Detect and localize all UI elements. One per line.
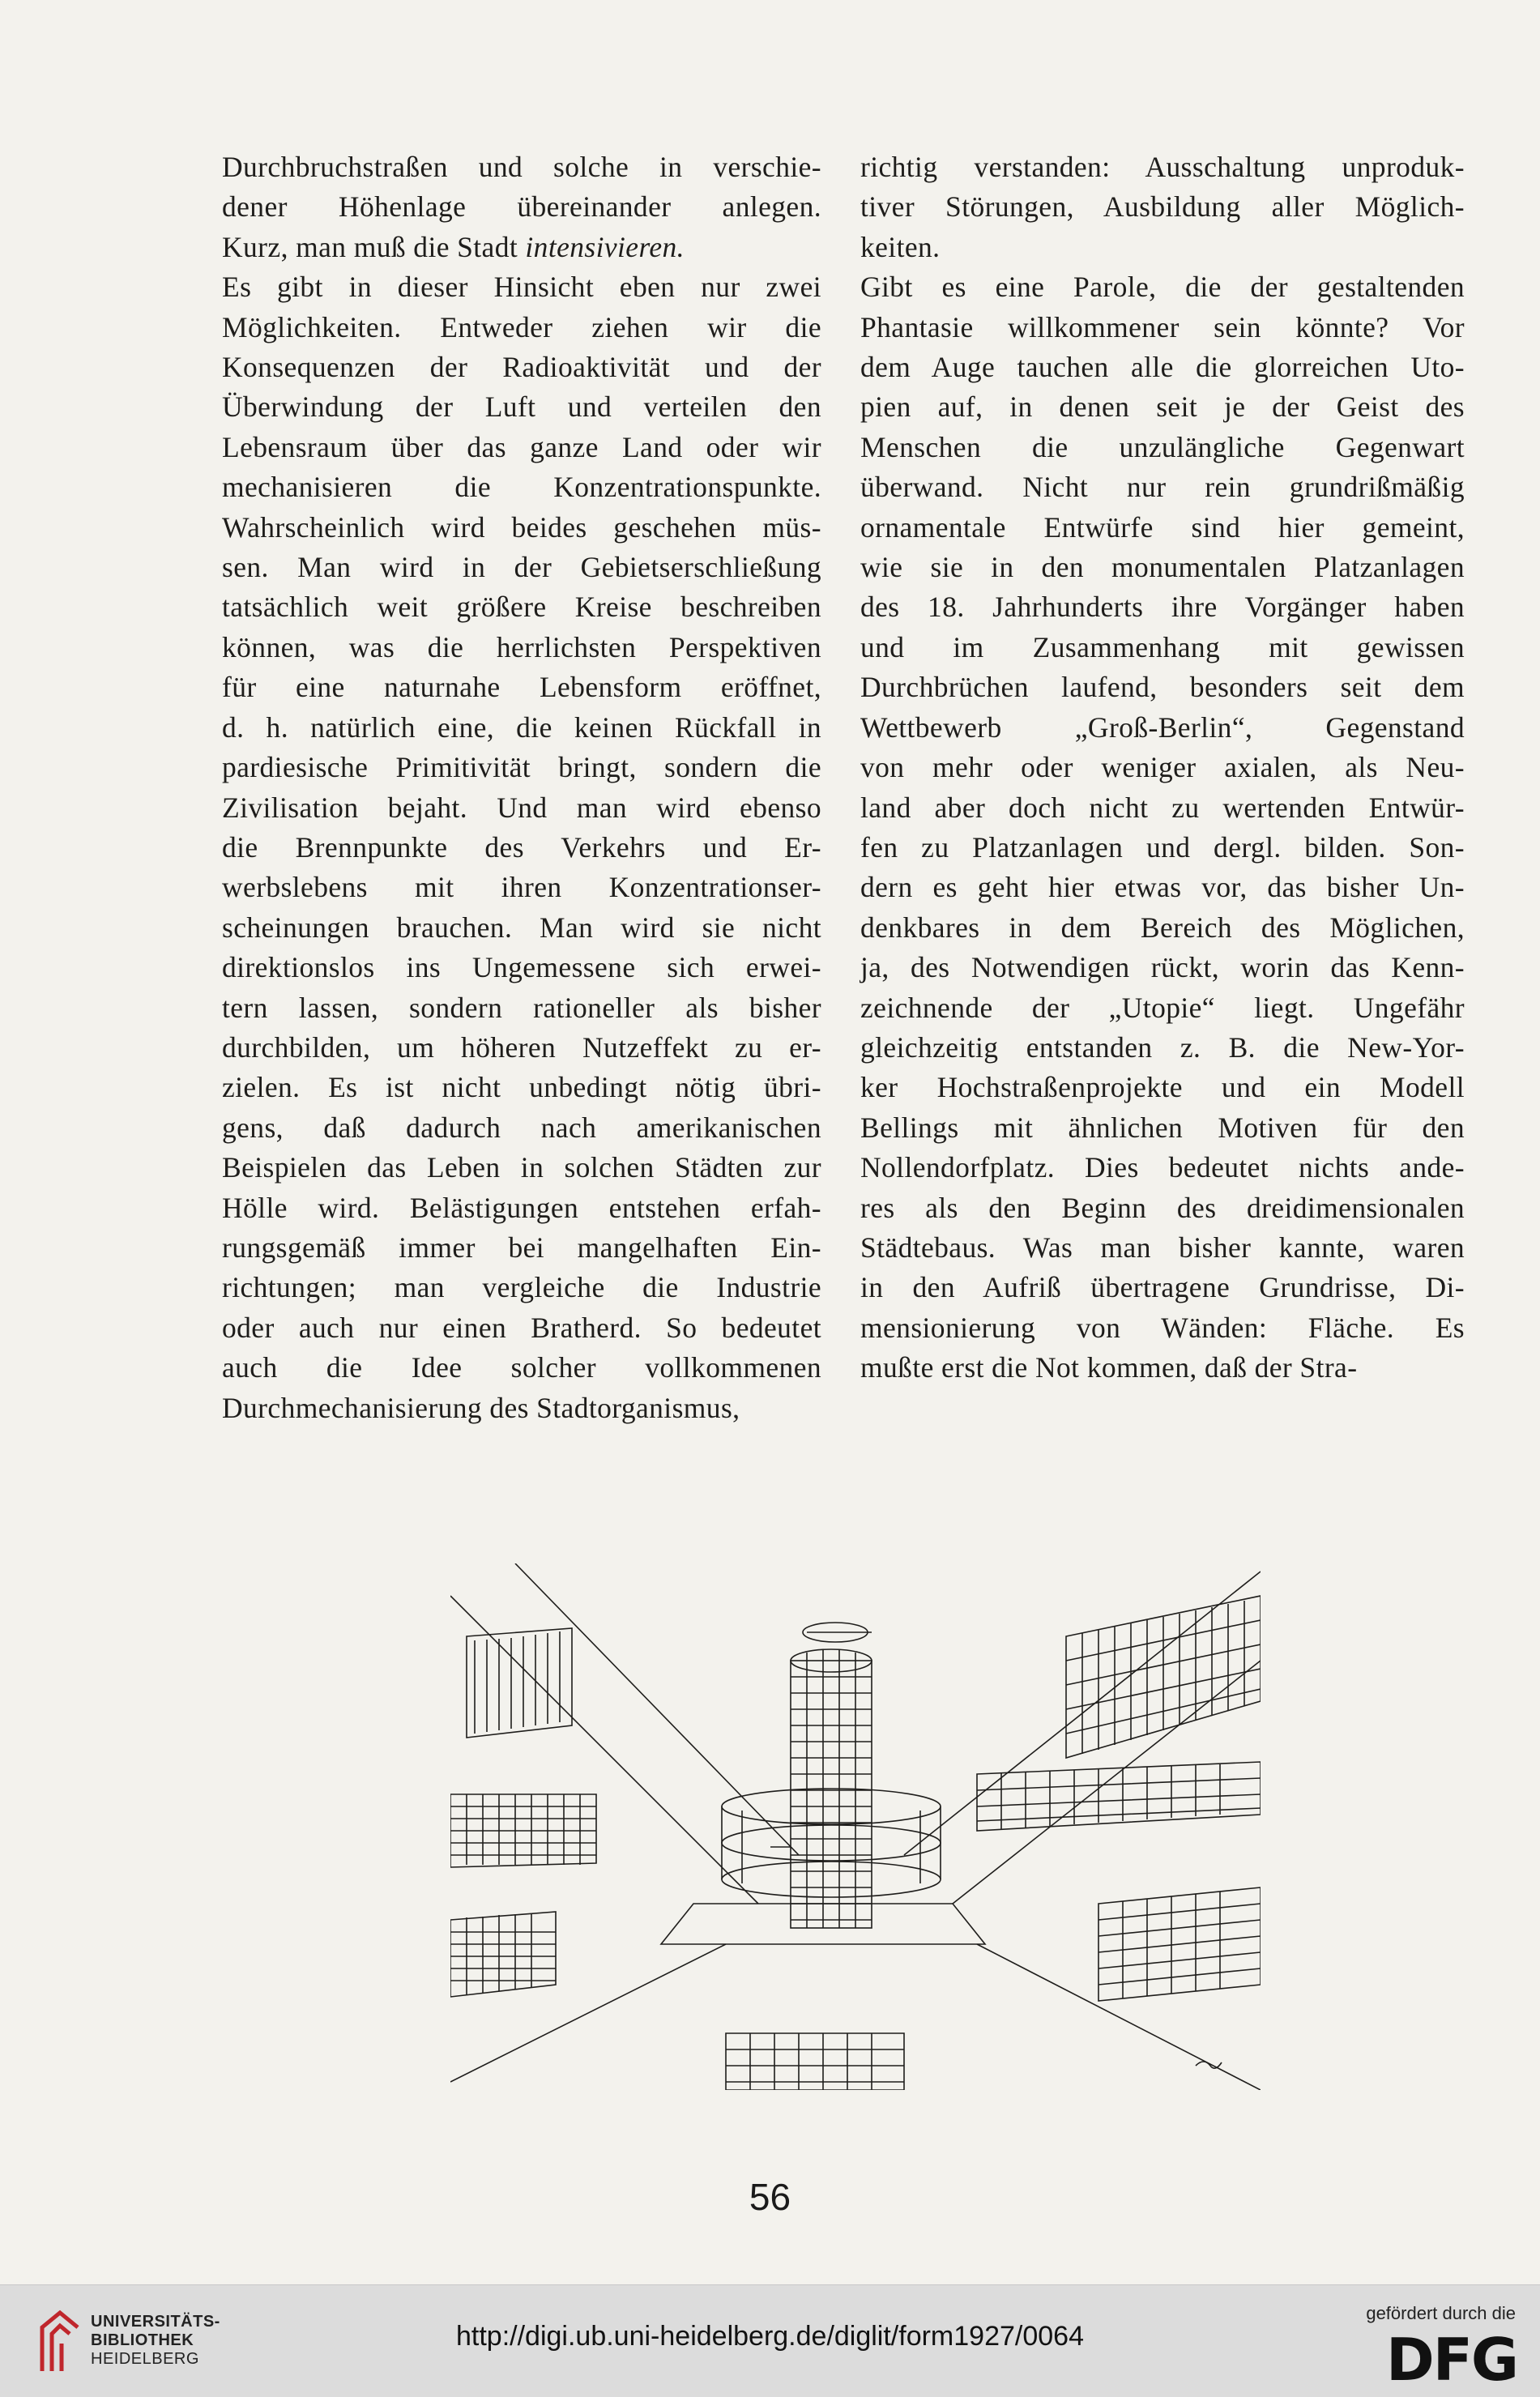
text-line: denkbares in dem Bereich des Möglichen, (860, 911, 1465, 944)
text-line: richtig verstanden: Ausschaltung unproduk- (860, 151, 1465, 183)
text-line: Phantasie willkommener sein könnte? Vor (860, 310, 1465, 343)
text-line: scheinungen brauchen. Man wird sie nicht (222, 911, 821, 944)
text-line: werbslebens mit ihren Konzentrationser- (222, 871, 821, 904)
text-line: Wettbewerb „Groß-Berlin“, Gegenstand (860, 710, 1465, 744)
text-line: Nollendorfplatz. Dies bedeutet nichts ande- (860, 1151, 1465, 1184)
text-line: Beispielen das Leben in solchen Städten zur (222, 1151, 821, 1184)
text-line: mensionierung von Wänden: Fläche. Es (860, 1311, 1465, 1344)
library-name-line3: HEIDELBERG (91, 2350, 199, 2368)
text-line (222, 228, 821, 267)
footer-bar (0, 2284, 1540, 2397)
emphasized-text: intensivieren. (525, 230, 685, 263)
tower-illustration (450, 1563, 1261, 2090)
text-line: mechanisieren die Konzentrationspunkte. (222, 471, 821, 504)
text-line: können, was die herrlichsten Perspektiven (222, 630, 821, 663)
text-line: Durchbrüchen laufend, besonders seit dem (860, 671, 1465, 704)
text-line: Städtebaus. Was man bisher kannte, waren (860, 1230, 1465, 1264)
text-line: land aber doch nicht zu wertenden Entwür- (860, 791, 1465, 824)
text-line: Überwindung der Luft und verteilen den (222, 390, 821, 424)
text-line: tatsächlich weit größere Kreise beschreiben (222, 591, 821, 624)
text-line: wie sie in den monumentalen Platzanlagen (860, 551, 1465, 584)
funding-caption: gefördert durch die (1366, 2303, 1516, 2323)
text-line: auch die Idee solcher vollkommenen (222, 1351, 821, 1384)
text-line: d. h. natürlich eine, die keinen Rückfall in (222, 710, 821, 744)
text-line: tern lassen, sondern rationeller als bisher (222, 991, 821, 1024)
text-line: Bellings mit ähnlichen Motiven für den (860, 1111, 1465, 1144)
text-line: Wahrscheinlich wird beides geschehen müs- (222, 510, 821, 544)
text-line: Hölle wird. Belästigungen entstehen erfah- (222, 1191, 821, 1224)
text-line: mußte erst die Not kommen, daß der Stra- (860, 1351, 1358, 1384)
text-line: Durchmechanisierung des Stadtorganismus, (222, 1391, 740, 1424)
text-line: ornamentale Entwürfe sind hier gemeint, (860, 510, 1465, 544)
text-line: pardiesische Primitivität bringt, sondern die (222, 751, 821, 784)
page-number: 56 (749, 2176, 791, 2218)
text-line: zielen. Es ist nicht unbedingt nötig übri- (222, 1071, 821, 1104)
right-text-column (860, 147, 1465, 1388)
text-line: Zivilisation bejaht. Und man wird ebenso (222, 791, 821, 824)
text-line: zeichnende der „Utopie“ liegt. Ungefähr (860, 991, 1465, 1024)
text-run: Kurz, man muß die Stadt (222, 230, 526, 263)
text-line: tiver Störungen, Ausbildung aller Möglich- (860, 190, 1465, 224)
text-line: ja, des Notwendigen rückt, worin das Kenn- (860, 951, 1465, 984)
text-line: für eine naturnahe Lebensform eröffnet, (222, 671, 821, 704)
text-line: res als den Beginn des dreidimensionalen (860, 1191, 1465, 1224)
text-line: ker Hochstraßenprojekte und ein Modell (860, 1071, 1465, 1104)
source-url-link[interactable]: http://digi.ub.uni-heidelberg.de/diglit/form1927/0064 (456, 2321, 1084, 2352)
text-line: sen. Man wird in der Gebietserschließung (222, 551, 821, 584)
text-line: und im Zusammenhang mit gewissen (860, 630, 1465, 663)
text-line: des 18. Jahrhunderts ihre Vorgänger haben (860, 591, 1465, 624)
text-line: dem Auge tauchen alle die glorreichen Uto- (860, 351, 1465, 384)
text-line: pien auf, in denen seit je der Geist des (860, 390, 1465, 424)
text-line: direktionslos ins Ungemessene sich erwei- (222, 951, 821, 984)
text-line: Durchbruchstraßen und solche in verschie- (222, 151, 821, 183)
text-line: richtungen; man vergleiche die Industrie (222, 1271, 821, 1304)
text-line: dern es geht hier etwas vor, das bisher Un- (860, 871, 1465, 904)
text-line: Konsequenzen der Radioaktivität und der (222, 351, 821, 384)
text-line: Menschen die unzulängliche Gegenwart (860, 430, 1465, 463)
library-name-line2: BIBLIOTHEK (91, 2331, 194, 2349)
text-line: die Brennpunkte des Verkehrs und Er- (222, 830, 821, 864)
dfg-logo: DFG (1385, 2326, 1517, 2394)
library-name-line1: UNIVERSITÄTS- (91, 2313, 220, 2331)
text-line: fen zu Platzanlagen und dergl. bilden. Son- (860, 830, 1465, 864)
text-line: gens, daß dadurch nach amerikanischen (222, 1111, 821, 1144)
text-line: keiten. (860, 230, 941, 263)
text-line: überwand. Nicht nur rein grundrißmäßig (860, 471, 1465, 504)
text-line: durchbilden, um höheren Nutzeffekt zu er- (222, 1030, 821, 1064)
text-line: gleichzeitig entstanden z. B. die New-Yor- (860, 1030, 1465, 1064)
text-line: rungsgemäß immer bei mangelhaften Ein- (222, 1230, 821, 1264)
text-line: von mehr oder weniger axialen, als Neu- (860, 751, 1465, 784)
text-line: Gibt es eine Parole, die der gestaltenden (860, 271, 1465, 304)
text-line: dener Höhenlage übereinander anlegen. (222, 190, 821, 224)
text-line: Lebensraum über das ganze Land oder wir (222, 430, 821, 463)
text-line: Möglichkeiten. Entweder ziehen wir die (222, 310, 821, 343)
text-line: Es gibt in dieser Hinsicht eben nur zwei (222, 271, 821, 304)
text-line: oder auch nur einen Bratherd. So bedeutet (222, 1311, 821, 1344)
left-text-column (222, 147, 821, 1428)
text-line: in den Aufriß übertragene Grundrisse, Di- (860, 1271, 1465, 1304)
